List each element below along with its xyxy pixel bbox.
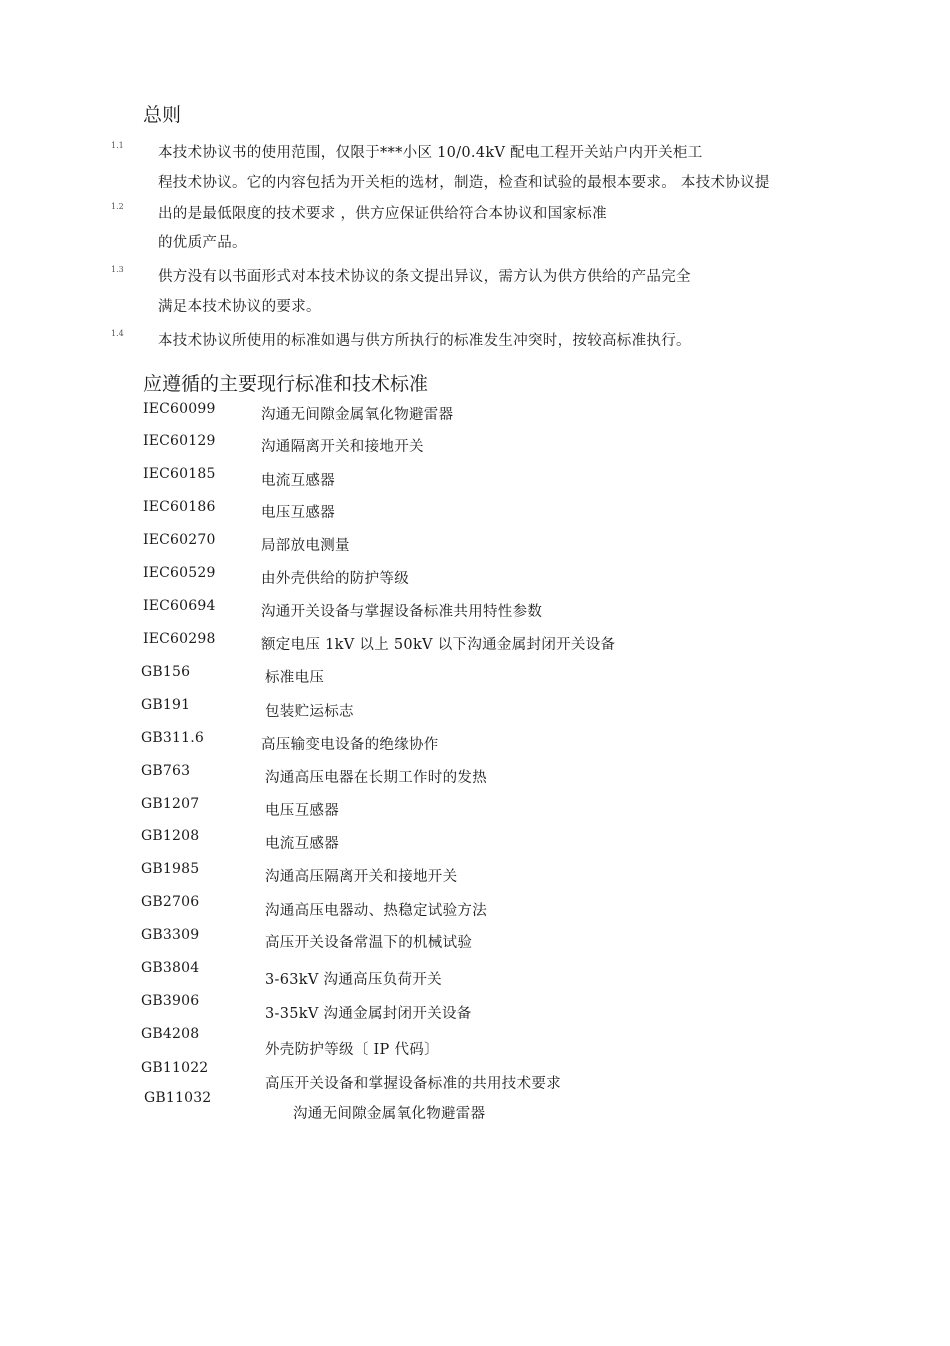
clause-number: 1.4 bbox=[111, 329, 124, 338]
standard-title: 电流互感器 bbox=[265, 836, 339, 852]
standard-title: 高压输变电设备的绝缘协作 bbox=[261, 737, 439, 753]
standard-title: 沟通无间隙金属氧化物避雷器 bbox=[293, 1106, 486, 1122]
standard-title: 高压开关设备常温下的机械试验 bbox=[265, 935, 473, 951]
clause-number: 1.2 bbox=[111, 202, 124, 211]
standard-title: 额定电压 1kV 以上 50kV 以下沟通金属封闭开关设备 bbox=[261, 637, 616, 653]
standard-code: GB1207 bbox=[141, 796, 200, 812]
standard-title: 标准电压 bbox=[265, 670, 325, 686]
clause-text: 程技术协议。它的内容包括为开关柜的选材，制造，检查和试验的最根本要求。 本技术协议提 bbox=[158, 175, 770, 191]
standard-code: GB3906 bbox=[141, 993, 200, 1009]
section-heading-standards: 应遵循的主要现行标准和技术标准 bbox=[143, 373, 429, 395]
standard-code: GB191 bbox=[141, 697, 191, 713]
standard-code: GB311.6 bbox=[141, 730, 204, 746]
standard-title: 局部放电测量 bbox=[261, 538, 350, 554]
clause-text: 的优质产品。 bbox=[158, 235, 247, 251]
standard-title: 电流互感器 bbox=[261, 473, 335, 489]
standard-code: IEC60270 bbox=[143, 532, 216, 548]
standard-code: IEC60694 bbox=[143, 598, 216, 614]
standard-code: IEC60186 bbox=[143, 499, 216, 515]
clause-text: 本技术协议书的使用范围，仅限于***小区 10/0.4kV 配电工程开关站户内开关柜工 bbox=[158, 145, 703, 161]
standard-title: 3-35kV 沟通金属封闭开关设备 bbox=[265, 1006, 472, 1022]
section-heading-general: 总则 bbox=[143, 104, 182, 126]
clause-text: 满足本技术协议的要求。 bbox=[158, 299, 321, 315]
standard-title: 沟通无间隙金属氧化物避雷器 bbox=[261, 407, 454, 423]
standard-code: IEC60529 bbox=[143, 565, 216, 581]
standard-code: GB4208 bbox=[141, 1026, 200, 1042]
standard-code: GB3804 bbox=[141, 960, 200, 976]
standard-code: IEC60298 bbox=[143, 631, 216, 647]
clause-number: 1.3 bbox=[111, 265, 124, 274]
standard-title: 沟通开关设备与掌握设备标准共用特性参数 bbox=[261, 604, 543, 620]
standard-code: GB11022 bbox=[141, 1060, 209, 1076]
standard-code: GB1985 bbox=[141, 861, 200, 877]
standard-title: 包装贮运标志 bbox=[265, 704, 354, 720]
clause-text: 供方没有以书面形式对本技术协议的条文提出异议，需方认为供方供给的产品完全 bbox=[158, 269, 691, 285]
standard-title: 由外壳供给的防护等级 bbox=[261, 571, 409, 587]
standard-code: GB3309 bbox=[141, 927, 200, 943]
standard-title: 电压互感器 bbox=[261, 505, 335, 521]
standard-code: IEC60129 bbox=[143, 433, 216, 449]
standard-title: 电压互感器 bbox=[265, 803, 339, 819]
clause-text: 出的是最低限度的技术要求 ，供方应保证供给符合本协议和国家标准 bbox=[158, 206, 607, 222]
standard-code: GB2706 bbox=[141, 894, 200, 910]
standard-code: GB156 bbox=[141, 664, 191, 680]
clause-text: 本技术协议所使用的标准如遇与供方所执行的标准发生冲突时，按较高标准执行。 bbox=[158, 333, 691, 349]
standard-title: 沟通高压电器动、热稳定试验方法 bbox=[265, 903, 487, 919]
standard-title: 沟通高压隔离开关和接地开关 bbox=[265, 869, 458, 885]
standard-title: 沟通高压电器在长期工作时的发热 bbox=[265, 770, 487, 786]
standard-code: GB11032 bbox=[144, 1090, 212, 1106]
standard-code: GB1208 bbox=[141, 828, 200, 844]
standard-title: 沟通隔离开关和接地开关 bbox=[261, 439, 424, 455]
standard-code: IEC60099 bbox=[143, 401, 216, 417]
standard-title: 3-63kV 沟通高压负荷开关 bbox=[265, 972, 442, 988]
clause-number: 1.1 bbox=[111, 141, 124, 150]
standard-title: 外壳防护等级〔 IP 代码〕 bbox=[265, 1042, 439, 1058]
standard-title: 高压开关设备和掌握设备标准的共用技术要求 bbox=[265, 1076, 561, 1092]
standard-code: GB763 bbox=[141, 763, 191, 779]
standard-code: IEC60185 bbox=[143, 466, 216, 482]
